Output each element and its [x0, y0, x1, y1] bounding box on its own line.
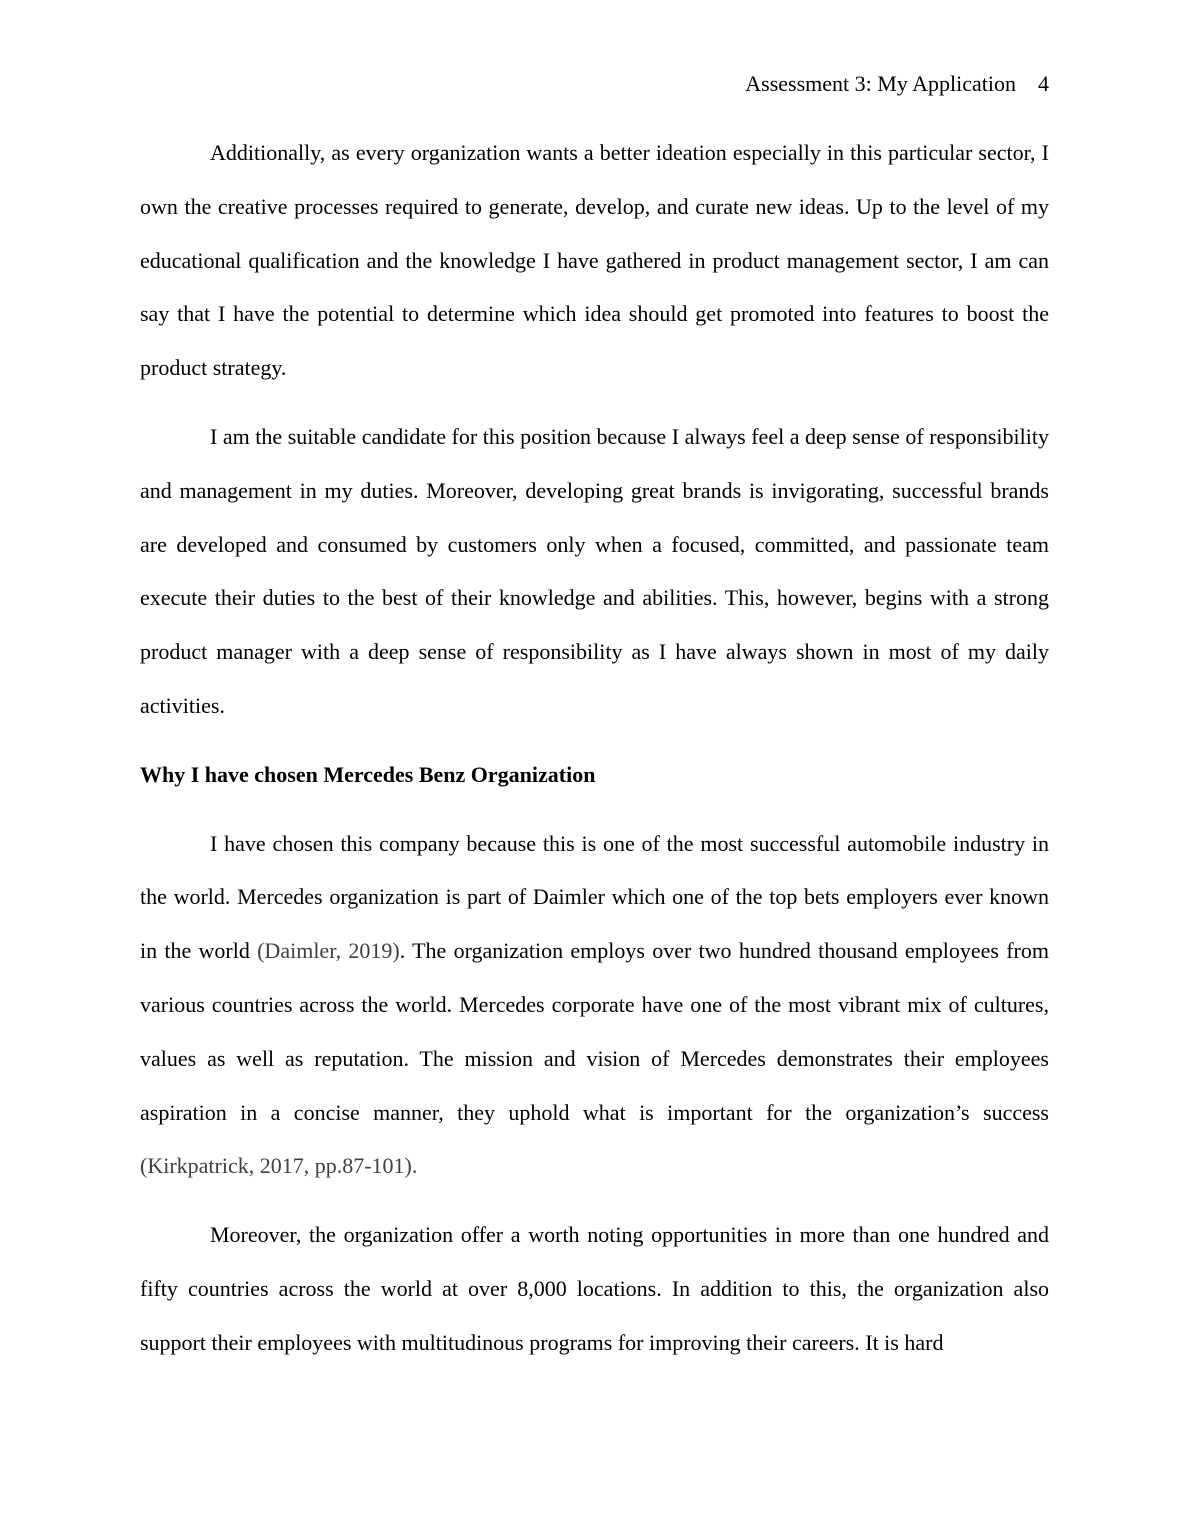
section-heading: Why I have chosen Mercedes Benz Organization [140, 761, 596, 787]
running-title: Assessment 3: My Application [745, 71, 1016, 96]
citation-kirkpatrick: (Kirkpatrick, 2017, pp.87-101) [140, 1153, 412, 1179]
paragraph-text: . The organization employs over two hundred thousand employees from various countries across the world. Mercedes corporate have one of the most vibrant mix of cultures, values as well as reputation. The mission and vision of Mercedes demonstrates their employees aspiration in a concise manner, they uphold what is important for the organization’s success [140, 938, 1049, 1125]
running-header [745, 70, 1049, 98]
page-number: 4 [1038, 71, 1049, 96]
paragraph-opportunities: Moreover, the organization offer a worth noting opportunities in more than one hundred and fifty countries across the world at over 8,000 locations. In addition to this, the organization also support their employees with multitudinous programs for improving their careers. It is hard [140, 1222, 1049, 1355]
paragraph-text: I have chosen this company because this is one of the most successful automobile industry in the world. Mercedes organization is part of Daimler which one of the top bets employers ever known in the world [140, 830, 1049, 964]
paragraph-suitable-candidate: I am the suitable candidate for this position because I always feel a deep sense of responsibility and management in my duties. Moreover, developing great brands is invigorating, successful brands are developed and consumed by customers only when a focused, committed, and passionate team execute their duties to the best of their knowledge and abilities. This, however, begins with a strong product manager with a deep sense of responsibility as I have always shown in most of my daily activities. [140, 423, 1049, 718]
citation-daimler: (Daimler, 2019) [257, 938, 400, 964]
paragraph-end-period: . [411, 1153, 418, 1179]
paragraph-ideation: Additionally, as every organization wants a better ideation especially in this particular sector, I own the creative processes required to generate, develop, and curate new ideas. Up to the level of my educational qualification and the knowledge I have gathered in product management sector, I am can say that I have the potential to determine which idea should get promoted into features to boost the product strategy. [140, 140, 1049, 381]
document-body [140, 126, 1049, 1385]
paragraph-chosen-company [140, 817, 1049, 1194]
